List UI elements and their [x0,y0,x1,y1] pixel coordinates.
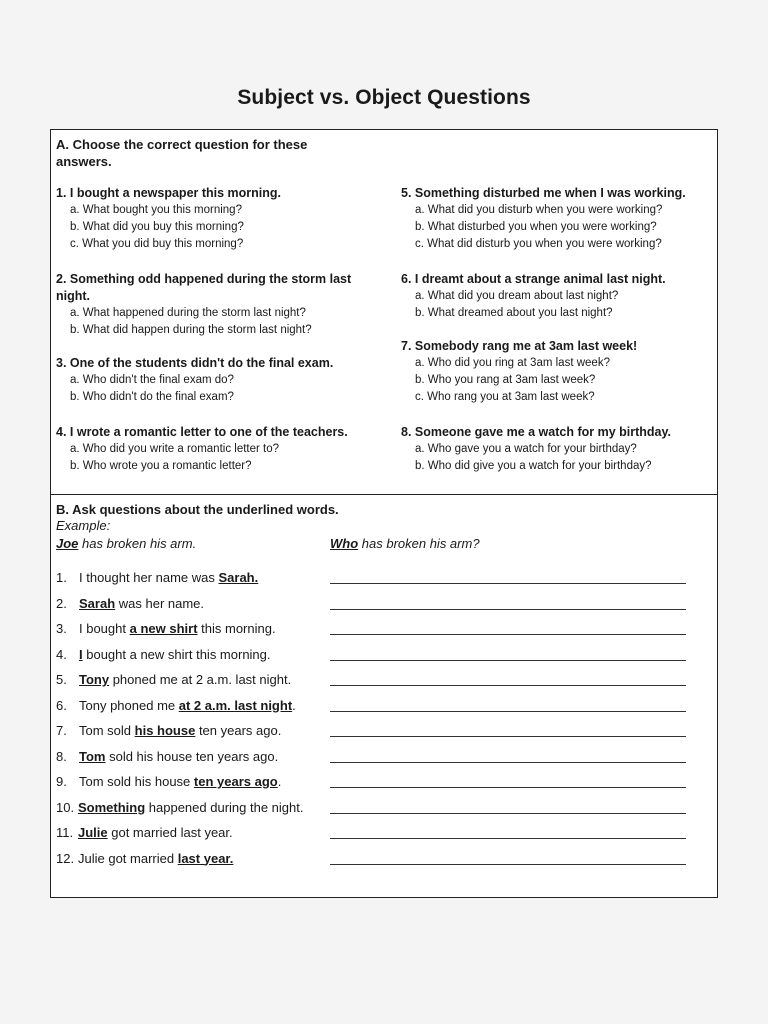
item-number: 3. [56,621,67,636]
underlined-words: a new shirt [129,621,198,636]
answer-option[interactable]: c. Who rang you at 3am last week? [415,391,595,403]
question-stem: 4. I wrote a romantic letter to one of the teachers. [56,425,348,439]
question-stem: 1. I bought a newspaper this morning. [56,186,282,200]
question-options [70,441,386,475]
item-number: 4. [56,646,67,662]
underlined-words: at 2 a.m. last night [178,697,293,713]
sentence-text: bought a new shirt this morning. [82,646,271,662]
answer-blank-line[interactable] [330,583,686,584]
answer-option[interactable]: b. What did you buy this morning? [70,221,244,233]
sentence-text: sold his house ten years ago. [105,748,279,764]
underlined-words: Sarah. [218,570,259,585]
item-number: 2. [56,595,67,611]
item-number: 9. [56,774,67,789]
answer-option[interactable]: b. Who wrote you a romantic letter? [70,460,252,472]
sentence-text: Tom sold his house [79,774,194,789]
example-sentence-rest: has broken his arm. [78,536,197,551]
underlined-words: Tom [79,748,106,764]
question-stem: 7. Somebody rang me at 3am last week! [401,339,638,353]
item-sentence [79,671,291,689]
exercise-item [56,771,711,797]
sentence-text: I bought [79,621,130,636]
answer-blank-line[interactable] [330,813,686,814]
example-answer [330,536,480,551]
item-sentence [79,646,271,664]
exercise-item [56,848,711,874]
sentence-text: I thought her name was [79,570,219,585]
exercise-item [56,644,711,670]
section-b-heading: B. Ask questions about the underlined words. [56,502,339,517]
question-block [401,185,713,253]
answer-blank-line[interactable] [330,634,686,635]
answer-option[interactable]: a. Who did you write a romantic letter to? [70,443,280,455]
question-options [70,372,386,406]
sentence-text: . [277,774,282,789]
item-number: 10. [56,799,75,815]
sentence-text: was her name. [115,595,205,611]
item-number: 8. [56,748,67,764]
answer-blank-line[interactable] [330,685,686,686]
item-sentence [78,850,233,868]
answer-option[interactable]: a. Who didn't the final exam do? [70,374,234,386]
sentence-text: Tony phoned me [79,697,179,713]
section-a-heading: A. Choose the correct question for these answers. [56,137,308,169]
answer-option[interactable]: b. Who you rang at 3am last week? [415,374,596,386]
question-block [401,424,713,475]
underlined-words: Something [78,799,146,815]
answer-option[interactable]: a. What did you dream about last night? [415,290,619,302]
item-number: 1. [56,570,67,585]
sentence-text: ten years ago. [195,723,282,738]
answer-option[interactable]: a. What happened during the storm last night? [70,307,306,319]
sentence-text: phoned me at 2 a.m. last night. [109,672,292,687]
example-answer-word: Who [330,536,359,551]
item-sentence [79,595,204,613]
question-stem: 6. I dreamt about a strange animal last night. [401,272,666,286]
item-number: 11. [56,825,74,840]
item-sentence [79,697,296,715]
question-block [56,185,386,253]
page-title: Subject vs. Object Questions [237,86,531,109]
item-number: 5. [56,672,67,687]
sentence-text: happened during the night. [145,799,304,815]
answer-blank-line[interactable] [330,864,686,865]
question-block [401,338,713,406]
question-stem: 3. One of the students didn't do the final exam. [56,356,334,370]
answer-blank-line[interactable] [330,787,686,788]
answer-blank-line[interactable] [330,660,686,661]
answer-blank-line[interactable] [330,736,686,737]
item-number: 7. [56,723,67,738]
question-options [415,355,713,406]
underlined-words: Julie [78,825,108,840]
exercise-item [56,618,711,644]
answer-blank-line[interactable] [330,838,686,839]
question-options [415,202,713,253]
answer-option[interactable]: a. What did you disturb when you were working? [415,204,663,216]
sentence-text: Tom sold [79,723,135,738]
exercise-item [56,797,711,823]
item-sentence [79,620,276,638]
question-options [70,305,386,339]
question-stem: 5. Something disturbed me when I was working. [401,186,686,200]
question-block [56,424,386,475]
answer-blank-line[interactable] [330,711,686,712]
answer-option[interactable]: c. What you did buy this morning? [70,238,244,250]
example-answer-rest: has broken his arm? [358,536,480,551]
item-sentence [79,569,258,587]
answer-option[interactable]: b. What did happen during the storm last night? [70,324,312,336]
answer-option[interactable]: a. What bought you this morning? [70,204,242,216]
item-sentence [78,824,233,842]
underlined-words: I [79,646,83,662]
answer-option[interactable]: a. Who did you ring at 3am last week? [415,357,610,369]
underlined-words: last year. [177,850,234,866]
example-underlined-word: Joe [56,536,79,551]
question-options [415,441,713,475]
underlined-words: Tony [79,672,110,687]
answer-option[interactable]: b. Who didn't do the final exam? [70,391,234,403]
question-options [415,288,713,322]
section-b-box [50,494,718,898]
sentence-text: . [292,697,296,713]
item-sentence [79,748,278,766]
item-sentence [79,722,281,740]
answer-blank-line[interactable] [330,609,686,610]
question-block [56,271,386,339]
answer-option[interactable]: b. What disturbed you when you were working? [415,221,657,233]
exercise-item [56,695,711,721]
item-number: 6. [56,697,67,713]
exercise-item [56,720,711,746]
example-sentence [56,536,196,551]
question-stem: 8. Someone gave me a watch for my birthday. [401,425,671,439]
item-number: 12. [56,850,75,866]
section-a-box [50,129,718,496]
question-options [70,202,386,253]
answer-option[interactable]: b. Who did give you a watch for your birthday? [415,460,652,472]
exercise-item [56,822,711,848]
answer-option[interactable]: b. What dreamed about you last night? [415,307,613,319]
question-stem: 2. Something odd happened during the storm last night. [56,272,352,303]
exercise-list [56,567,711,873]
underlined-words: ten years ago [193,774,278,789]
sentence-text: got married last year. [107,825,233,840]
exercise-item [56,746,711,772]
exercise-item [56,593,711,619]
answer-option[interactable]: c. What did disturb you when you were working? [415,238,662,250]
example-label: Example: [56,518,111,533]
item-sentence [78,799,303,817]
exercise-item [56,567,711,593]
question-block [56,355,386,406]
sentence-text: Julie got married [78,850,178,866]
underlined-words: Sarah [79,595,116,611]
underlined-words: his house [134,723,196,738]
sentence-text: this morning. [197,621,276,636]
exercise-item [56,669,711,695]
answer-blank-line[interactable] [330,762,686,763]
answer-option[interactable]: a. Who gave you a watch for your birthday? [415,443,637,455]
question-block [401,271,713,322]
item-sentence [79,773,281,791]
